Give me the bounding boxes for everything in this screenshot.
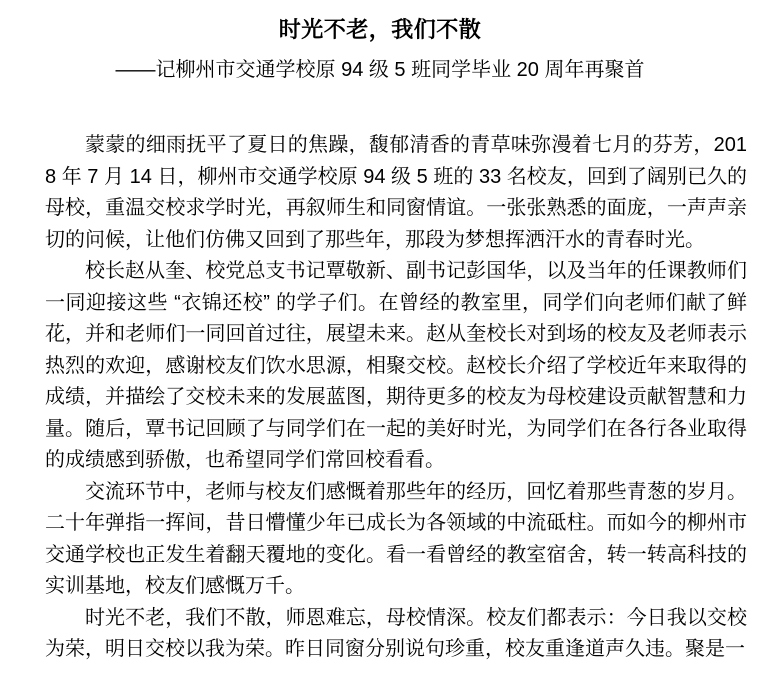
- document-title: 时光不老，我们不散: [278, 17, 482, 42]
- paragraph: 时光不老，我们不散，师恩难忘，母校情深。校友们都表示：今日我以交校为荣，明日交校以我为荣。昨日同窗分别说句珍重，校友重逢道声久违。聚是一: [45, 606, 747, 660]
- paragraph: 交流环节中，老师与校友们感慨着那些年的经历，回忆着那些青葱的岁月。二十年弹指一挥间，昔日懵懂少年已成长为各领域的中流砥柱。而如今的柳州市交通学校也正发生着翻天覆地的变化。看一看曾经的教室宿舍，转一转高科技的实训基地，校友们感慨万千。: [45, 480, 747, 597]
- document-body: [45, 130, 747, 666]
- paragraph: 蒙蒙的细雨抚平了夏日的焦躁，馥郁清香的青草味弥漫着七月的芬芳，2018 年 7 月 14 日，柳州市交通学校原 94 级 5 班的 33 名校友，回到了阔别已久的母校，重温交校求学时光，再叙师生和同窗情谊。一张张熟悉的面庞，一声声亲切的问候，让他们仿佛又回到了那些年，那段为梦想挥洒汗水的青春时光。: [45, 134, 747, 251]
- document-subtitle: ——记柳州市交通学校原 94 级 5 班同学毕业 20 周年再聚首: [115, 59, 645, 81]
- document-page: [0, 14, 760, 698]
- paragraph: 校长赵从奎、校党总支书记覃敬新、副书记彭国华，以及当年的任课教师们一同迎接这些 “衣锦还校” 的学子们。在曾经的教室里，同学们向老师们献了鲜花，并和老师们一同回首过往，展望未来。赵从奎校长对到场的校友及老师表示热烈的欢迎，感谢校友们饮水思源，相聚交校。赵校长介绍了学校近年来取得的成绩，并描绘了交校未来的发展蓝图，期待更多的校友为母校建设贡献智慧和力量。随后，覃书记回顾了与同学们在一起的美好时光，为同学们在各行各业取得的成绩感到骄傲，也希望同学们常回校看看。: [45, 260, 747, 471]
